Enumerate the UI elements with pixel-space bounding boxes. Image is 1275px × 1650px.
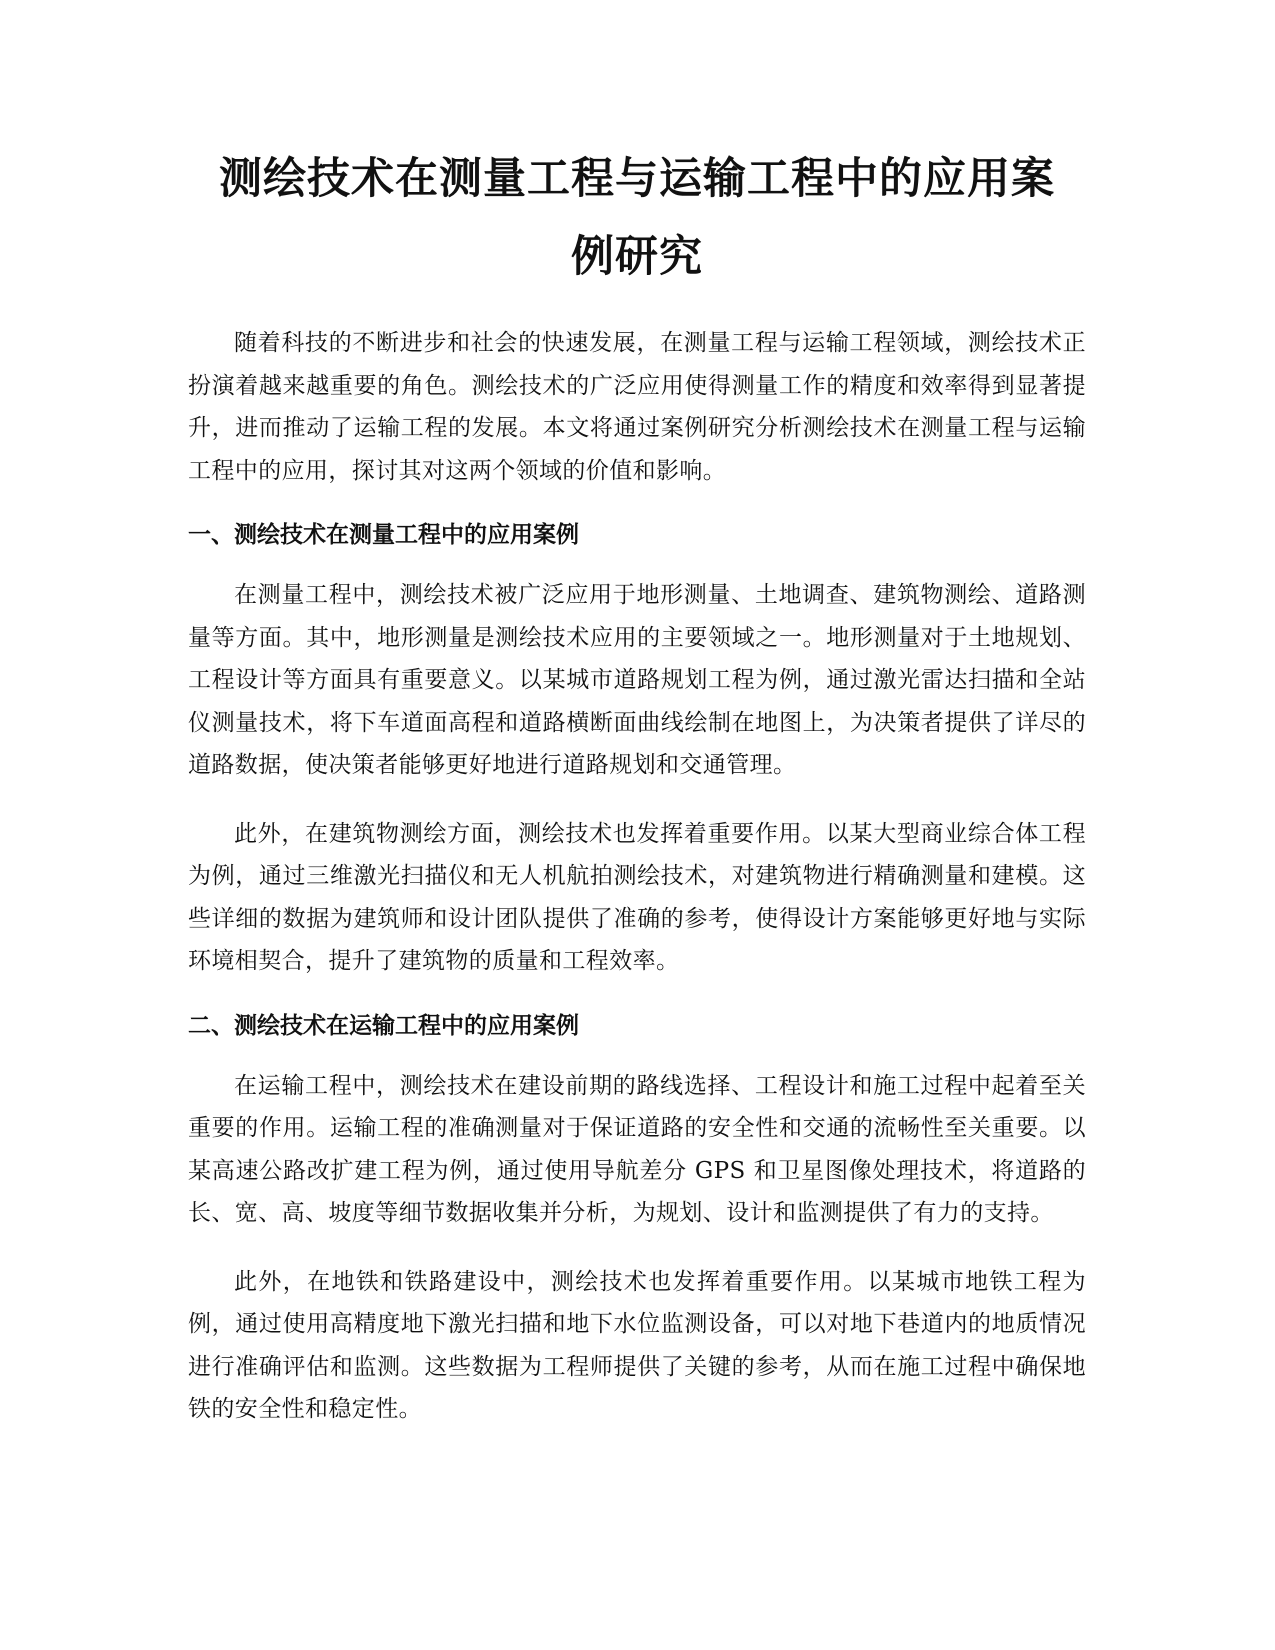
title-line-2: 例研究	[571, 232, 703, 282]
document-title	[188, 140, 1086, 296]
document-page	[188, 140, 1086, 1431]
section-1-heading: 一、测绘技术在测量工程中的应用案例	[188, 522, 579, 548]
intro-paragraph: 随着科技的不断进步和社会的快速发展，在测量工程与运输工程领域，测绘技术正扮演着越来越重要的角色。测绘技术的广泛应用使得测量工作的精度和效率得到显著提升，进而推动了运输工程的发展。本文将通过案例研究分析测绘技术在测量工程与运输工程中的应用，探讨其对这两个领域的价值和影响。	[188, 330, 1086, 484]
section-1-paragraph-1: 在测量工程中，测绘技术被广泛应用于地形测量、土地调查、建筑物测绘、道路测量等方面。其中，地形测量是测绘技术应用的主要领域之一。地形测量对于土地规划、工程设计等方面具有重要意义。以某城市道路规划工程为例，通过激光雷达扫描和全站仪测量技术，将下车道面高程和道路横断面曲线绘制在地图上，为决策者提供了详尽的道路数据，使决策者能够更好地进行道路规划和交通管理。	[188, 582, 1086, 778]
section-2-paragraph-2: 此外，在地铁和铁路建设中，测绘技术也发挥着重要作用。以某城市地铁工程为例，通过使用高精度地下激光扫描和地下水位监测设备，可以对地下巷道内的地质情况进行准确评估和监测。这些数据为工程师提供了关键的参考，从而在施工过程中确保地铁的安全性和稳定性。	[188, 1268, 1086, 1422]
section-2-heading: 二、测绘技术在运输工程中的应用案例	[188, 1012, 579, 1039]
section-1-paragraph-2: 此外，在建筑物测绘方面，测绘技术也发挥着重要作用。以某大型商业综合体工程为例，通过三维激光扫描仪和无人机航拍测绘技术，对建筑物进行精确测量和建模。这些详细的数据为建筑师和设计团队提供了准确的参考，使得设计方案能够更好地与实际环境相契合，提升了建筑物的质量和工程效率。	[188, 820, 1086, 974]
title-line-1: 测绘技术在测量工程与运输工程中的应用案	[219, 154, 1055, 204]
section-2-paragraph-1: 在运输工程中，测绘技术在建设前期的路线选择、工程设计和施工过程中起着至关重要的作用。运输工程的准确测量对于保证道路的安全性和交通的流畅性至关重要。以某高速公路改扩建工程为例，通过使用导航差分 GPS 和卫星图像处理技术，将道路的长、宽、高、坡度等细节数据收集并分析，为规划、设计和监测提供了有力的支持。	[188, 1072, 1086, 1226]
